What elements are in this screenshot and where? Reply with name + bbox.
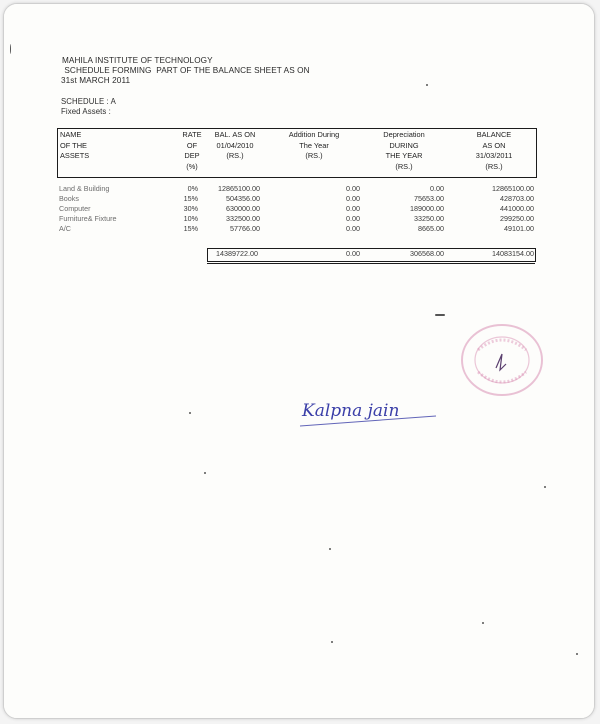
- institute-seal: [456, 320, 552, 402]
- section-label: Fixed Assets :: [61, 107, 111, 116]
- signature: [296, 392, 446, 438]
- table-row: Land & Building 0% 12865100.00 0.00 0.00 12865100.00: [59, 184, 534, 193]
- institute-name: MAHILA INSTITUTE OF TECHNOLOGY: [62, 56, 213, 65]
- totals-row: 14389722.00 0.00 306568.00 14083154.00: [216, 249, 534, 258]
- header-depreciation: Depreciation DURING THE YEAR (RS.): [383, 130, 425, 171]
- scan-speck: [189, 412, 191, 414]
- scan-speck: [544, 486, 546, 488]
- scan-speck: [576, 653, 578, 655]
- scan-speck: [329, 548, 331, 550]
- scan-speck: [331, 641, 333, 643]
- header-addition: Addition During The Year (RS.): [288, 130, 340, 160]
- date-line: 31st MARCH 2011: [61, 76, 131, 85]
- totals-underline: [207, 263, 535, 264]
- scan-speck: [482, 622, 484, 624]
- schedule-label: SCHEDULE : A: [61, 97, 116, 106]
- scan-speck: [426, 84, 428, 86]
- table-row: Furniture& Fixture 10% 332500.00 0.00 33250.00 299250.00: [59, 214, 534, 223]
- header-opening-balance: BAL. AS ON 01/04/2010 (RS.): [214, 130, 256, 160]
- header-closing-balance: BALANCE AS ON 31/03/2011 (RS.): [475, 130, 513, 171]
- table-row: Books 15% 504356.00 0.00 75653.00 428703.00: [59, 194, 534, 203]
- page-frame: [3, 3, 595, 719]
- schedule-title: SCHEDULE FORMING PART OF THE BALANCE SHEET AS ON: [62, 66, 310, 75]
- scanned-document: [4, 4, 594, 718]
- table-row: Computer 30% 630000.00 0.00 189000.00 441000.00: [59, 204, 534, 213]
- header-name: NAME OF THE ASSETS: [60, 130, 90, 160]
- table-row: A/C 15% 57766.00 0.00 8665.00 49101.00: [59, 224, 534, 233]
- svg-text:Kalpna jain: Kalpna jain: [302, 401, 400, 421]
- scan-speck: [204, 472, 206, 474]
- header-rate: RATE OF DEP (%): [182, 130, 202, 171]
- scan-speck: [435, 314, 445, 316]
- scan-speck: [10, 44, 11, 54]
